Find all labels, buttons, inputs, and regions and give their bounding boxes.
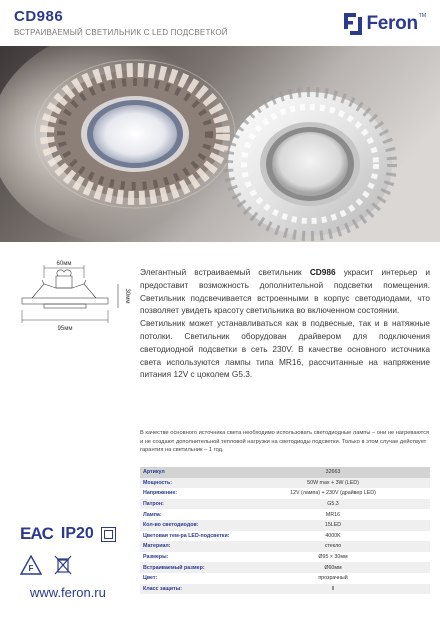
spec-key: Встраиваемый размер: — [140, 562, 236, 573]
spec-row — [140, 531, 430, 542]
spec-row — [140, 562, 430, 573]
spec-value: G5.3 — [236, 499, 430, 510]
spec-value: 15LED — [236, 520, 430, 531]
spec-row — [140, 541, 430, 552]
spec-key: Артикул — [140, 467, 236, 478]
spec-row — [140, 478, 430, 489]
spec-key: Мощность: — [140, 478, 236, 489]
product-photo — [0, 46, 440, 242]
spec-value: стекло — [236, 541, 430, 552]
specs-table — [140, 467, 430, 594]
spec-key: Класс защиты: — [140, 584, 236, 595]
warranty-note: В качестве основного источника света необходимо использовать светодиодные лампы – они не нагреваются и не создают дополнительной тепловой нагрузки на светодиоды подсветки. Только в этом случае действует гарантия на светильник – 1 год. — [140, 430, 430, 454]
spec-key: Кол-во светодиодов: — [140, 520, 236, 531]
spec-row — [140, 584, 430, 595]
brand-name: Feron — [366, 13, 418, 34]
eac-mark-icon: EAC — [20, 524, 53, 543]
website-url: www.feron.ru — [30, 585, 106, 600]
spec-value: 4000K — [325, 532, 341, 539]
spec-value: 32663 — [236, 467, 430, 478]
spec-row — [140, 488, 430, 499]
spec-value: MR16 — [325, 511, 341, 518]
spec-row — [140, 467, 430, 478]
ip-rating: IP20 — [60, 525, 94, 542]
double-insulation-icon — [101, 527, 116, 542]
spec-key: Лампа: — [143, 511, 162, 518]
spec-value: 50W max + 3W (LED) — [236, 478, 430, 489]
spec-value: Ø95 × 30мм — [318, 554, 348, 561]
dimension-diagram — [14, 254, 134, 338]
description-paragraph-1: Элегантный встраиваемый светильник CD986 украсит интерьер и предоставит возможность дополнительной подсветки помещения. Светильник подсвечивается встроенными в корпус светодиодами, что позволяет увидеть красоту светильника во включенном состоянии. — [140, 267, 430, 316]
product-description — [140, 266, 430, 381]
height-dimension-label: 30мм — [124, 288, 130, 304]
top-dimension-label: 60мм — [56, 261, 72, 267]
spec-key: Напряжение: — [143, 490, 178, 497]
spec-value: Ø60мм — [236, 562, 430, 573]
spec-value: прозрачный — [318, 575, 348, 582]
weee-bin-icon — [54, 555, 72, 575]
spec-row — [140, 573, 430, 584]
spec-row — [140, 552, 430, 563]
spec-key: Цвет: — [143, 575, 158, 582]
model-title: CD986 — [14, 8, 64, 25]
description-model: CD986 — [309, 267, 336, 277]
fire-safety-icon — [20, 555, 42, 575]
spec-value: 12V (лампа) + 230V (драйвер LED) — [290, 490, 376, 497]
spec-key: Цветовая тем-ра LED-подсветки: — [143, 532, 230, 539]
unlit-lamp — [228, 92, 392, 236]
spec-row — [140, 509, 430, 520]
svg-text:F: F — [28, 564, 34, 573]
spec-key: Материал: — [140, 541, 236, 552]
product-hero-image — [0, 46, 440, 242]
spec-row — [140, 520, 430, 531]
feron-logo-icon — [344, 13, 362, 35]
spec-key: Патрон: — [140, 499, 236, 510]
trademark: TM — [418, 13, 426, 19]
spec-key: Размеры: — [143, 554, 169, 561]
spec-row — [140, 499, 430, 510]
bottom-dimension-label: 95мм — [57, 326, 73, 332]
header — [0, 0, 440, 46]
description-paragraph-2: Светильник может устанавливаться как в подвесные, так и в натяжные потолки. Светильник оборудован драйвером для подключения светодиодной подсветки в сеть 230V. В качестве основного источника света используются лампы типа MR16, рассчитанные на напряжение питания 12V с цоколем G5.3. — [140, 318, 430, 380]
spec-value: II — [236, 584, 430, 595]
product-subtitle: ВСТРАИВАЕМЫЙ СВЕТИЛЬНИК С LED ПОДСВЕТКОЙ — [14, 28, 228, 37]
certification-icons — [20, 524, 120, 575]
brand-logo — [344, 12, 426, 36]
